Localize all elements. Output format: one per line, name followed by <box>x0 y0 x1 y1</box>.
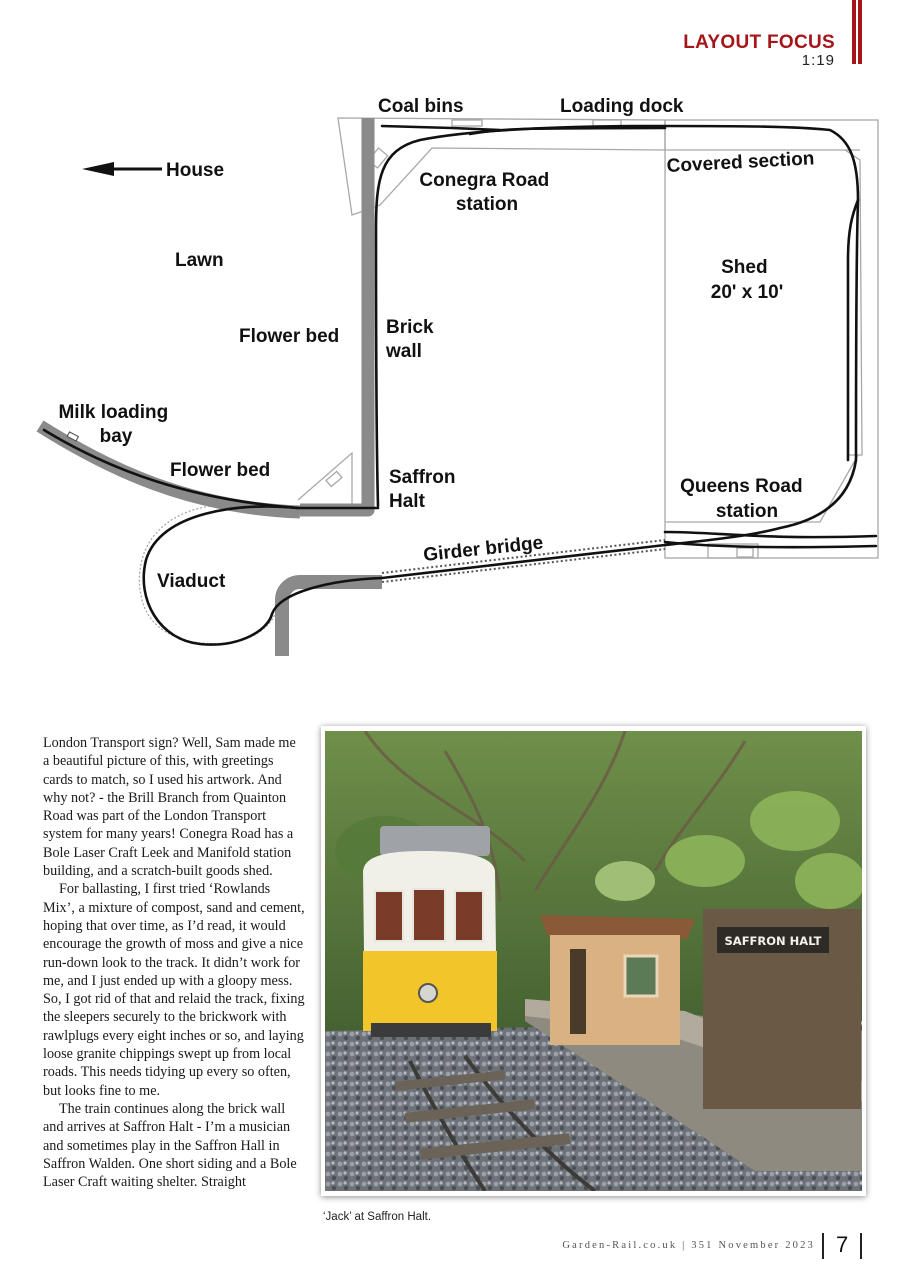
queens-road-siding <box>665 542 876 547</box>
section-title: LAYOUT FOCUS <box>683 32 835 53</box>
house-arrow-icon <box>82 162 162 176</box>
label-covered-section: Covered section <box>666 148 815 177</box>
label-saffron-halt: Saffron Halt <box>389 467 456 512</box>
saffron-halt-photo <box>325 731 862 1191</box>
footer-rule-left <box>822 1233 824 1259</box>
article-paragraph: For ballasting, I first tried ‘Rowlands Mix’, a mixture of compost, sand and cement, hoping that over time, as I’d read, it would encourage the growth of moss and give a nice run-down look to the track. It didn’t work for me, and I just ended up with a gloopy mess. So, I got rid of that and relaid the track, fixing the sleepers securely to the brickwork with rawlplugs every eight inches or so, and laying loose granite chippings swept up from local roads. This needs tidying up every so often, but looks fine to me. <box>43 881 305 1099</box>
label-coal-bins: Coal bins <box>378 96 464 117</box>
scale-label: 1:19 <box>801 52 835 69</box>
footer-rule-right <box>860 1233 862 1259</box>
label-flower-bed-upper: Flower bed <box>239 326 340 347</box>
coal-bin <box>452 120 482 126</box>
article-paragraph: The train continues along the brick wall and arrives at Saffron Halt - I’m a musician and sometimes play in the Saffron Hall in Saffron Walden. One short siding and a Bole Laser Craft waiting shelter. Straight <box>43 1100 297 1191</box>
label-viaduct: Viaduct <box>157 571 226 592</box>
saffron-halt-platform <box>298 453 352 506</box>
header-rule-right <box>858 0 862 64</box>
label-house: House <box>166 160 225 181</box>
waiting-shelter <box>540 915 695 1045</box>
photo-frame <box>321 726 866 1196</box>
label-flower-bed-lower: Flower bed <box>170 460 271 481</box>
queens-road-building-inner <box>737 548 753 557</box>
label-conegra-road-station: Conegra Road station <box>419 170 550 215</box>
queens-road-loop <box>665 532 876 537</box>
page-number: 7 <box>836 1232 849 1257</box>
photo-caption: ‘Jack’ at Saffron Halt. <box>323 1211 432 1223</box>
label-girder-bridge: Girder bridge <box>422 532 545 566</box>
article-paragraph: London Transport sign? Well, Sam made me a beautiful picture of this, with greetings cards to match, so I used his artwork. And why not? - the Brill Branch from Quainton Road was part of the London Transport system for many years! Conegra Road has a Bole Laser Craft Leek and Manifold station building, and a scratch-built goods shed. <box>43 735 296 880</box>
article-text <box>43 734 305 1191</box>
label-milk-loading-bay: Milk loading bay <box>58 402 169 447</box>
tram <box>363 826 497 1037</box>
brick-wall <box>300 118 368 510</box>
label-brick-wall: Brick wall <box>386 317 434 362</box>
label-lawn: Lawn <box>175 250 224 271</box>
saffron-halt-sign-text: SAFFRON HALT <box>724 934 822 948</box>
label-shed: Shed 20' x 10' <box>710 257 784 303</box>
header-rule-left <box>852 0 856 64</box>
track-plan-diagram <box>0 80 905 670</box>
label-queens-road-station: Queens Road station <box>680 476 803 522</box>
footer-site-issue: Garden-Rail.co.uk | 351 November 2023 <box>562 1240 815 1251</box>
label-loading-dock: Loading dock <box>560 96 684 117</box>
